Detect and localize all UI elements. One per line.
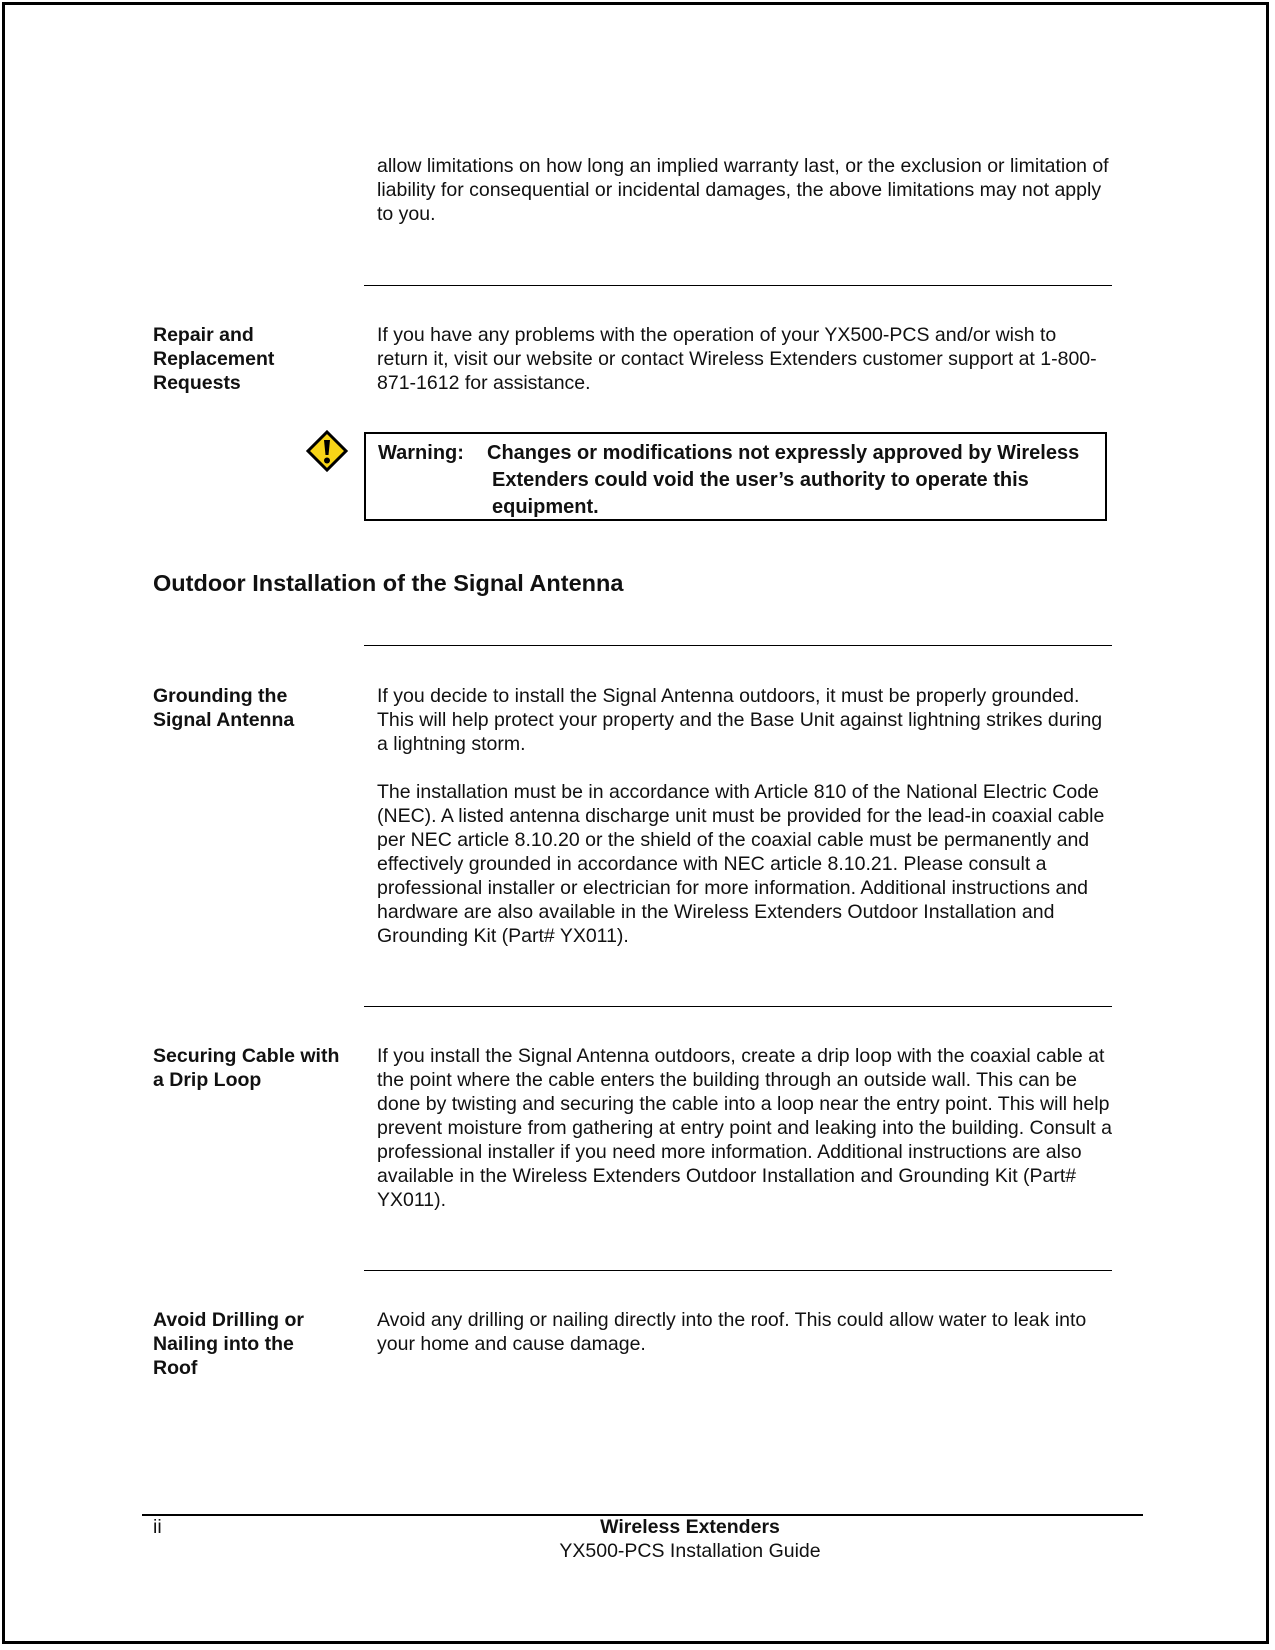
intro-paragraph: allow limitations on how long an implied warranty last, or the exclusion or limitation of liability for consequential or incidental damages, the above limitations may not apply to you. xyxy=(377,155,1109,225)
section-divider xyxy=(364,285,1112,286)
section-divider xyxy=(364,645,1112,646)
warning-box xyxy=(364,432,1107,521)
warning-diamond-icon xyxy=(306,430,348,472)
warning-label: Warning: xyxy=(378,442,464,464)
repair-heading: Repair and Replacement Requests xyxy=(153,324,275,394)
repair-body: If you have any problems with the operation of your YX500-PCS and/or wish to return it, visit our website or contact Wireless Extenders customer support at 1-800-871-1612 for assistance. xyxy=(377,324,1097,394)
grounding-paragraph-2: The installation must be in accordance with Article 810 of the National Electric Code (NEC). A listed antenna discharge unit must be provided for the lead-in coaxial cable per NEC article 8.10.20 or the shield of the coaxial cable must be permanently and effectively grounded in accordance with NEC article 8.10.21. Please consult a professional installer or electrician for more information. Additional instructions and hardware are also available in the Wireless Extenders Outdoor Installation and Grounding Kit (Part# YX011). xyxy=(377,781,1105,947)
grounding-heading: Grounding the Signal Antenna xyxy=(153,685,295,731)
drilling-heading: Avoid Drilling or Nailing into the Roof xyxy=(153,1309,304,1379)
drip-loop-heading: Securing Cable with a Drip Loop xyxy=(153,1045,340,1091)
footer-company: Wireless Extenders xyxy=(600,1516,780,1538)
warning-text: Changes or modifications not expressly approved by Wireless Extenders could void the user’s authority to operate this equipment. xyxy=(487,442,1080,518)
section-title: Outdoor Installation of the Signal Antenna xyxy=(153,570,624,596)
drip-loop-body: If you install the Signal Antenna outdoors, create a drip loop with the coaxial cable at the point where the cable enters the building through an outside wall. This can be done by twisting and securing the cable into a loop near the entry point. This will help prevent moisture from gathering at entry point and leaking into the building. Consult a professional installer if you need more information. Additional instructions are also available in the Wireless Extenders Outdoor Installation and Grounding Kit (Part# YX011). xyxy=(377,1045,1112,1211)
drilling-body: Avoid any drilling or nailing directly into the roof. This could allow water to leak into your home and cause damage. xyxy=(377,1309,1087,1355)
page-number: ii xyxy=(153,1516,162,1538)
footer-guide-title: YX500-PCS Installation Guide xyxy=(559,1540,821,1562)
section-divider xyxy=(364,1006,1112,1007)
grounding-paragraph-1: If you decide to install the Signal Antenna outdoors, it must be properly grounded. This will help protect your property and the Base Unit against lightning strikes during a lightning storm. xyxy=(377,685,1103,755)
section-divider xyxy=(364,1270,1112,1271)
